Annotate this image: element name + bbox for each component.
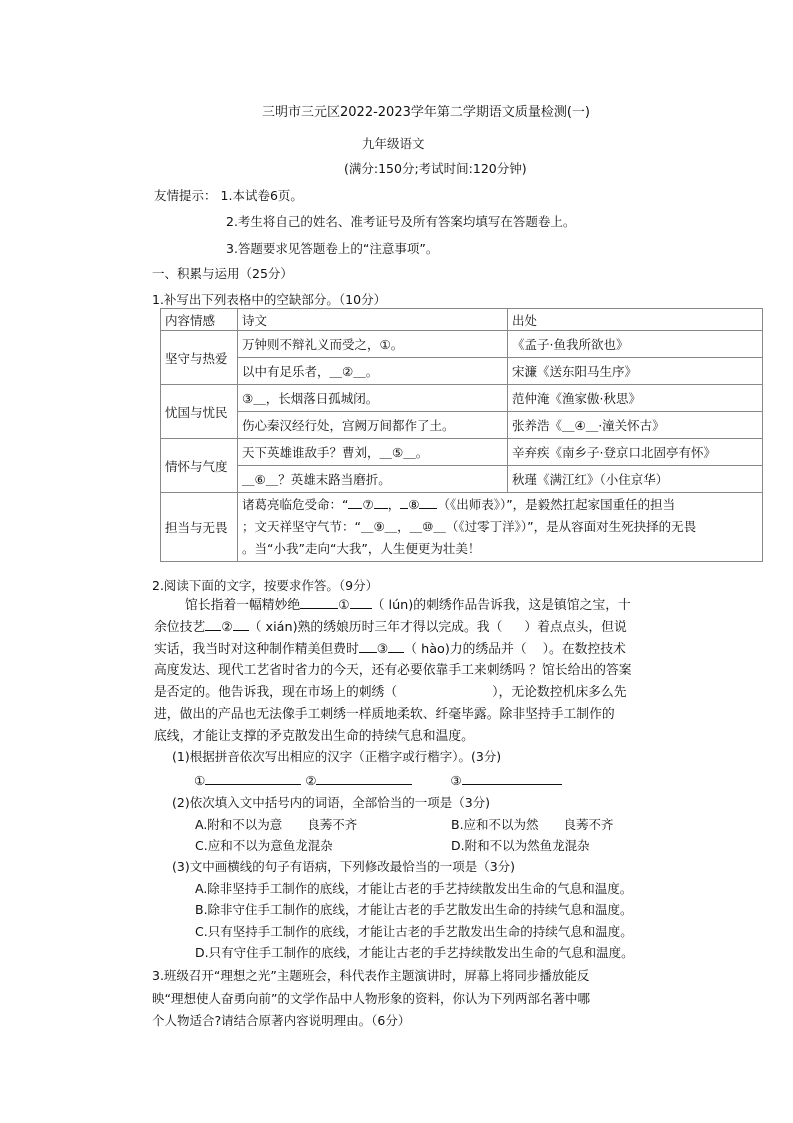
tips-line-1 [154, 186, 303, 204]
sub-question-3-stem: (3)文中画横线的句子有语病，下列修改最恰当的一项是（3分) [172, 859, 516, 874]
table-row [161, 412, 763, 439]
column-header: 内容情感 [161, 309, 238, 331]
passage-line [154, 617, 644, 639]
merged-line [242, 494, 758, 516]
tips-item: 1.本试卷6页。 [220, 188, 303, 203]
table-row [161, 439, 763, 466]
question-2-stem: 2.阅读下面的文字，按要求作答。（9分） [152, 578, 379, 593]
section-title: 一、积累与运用（25分） [152, 266, 293, 281]
blank-number: ③ [376, 641, 389, 657]
poem-table [160, 308, 763, 562]
text-span: ）着点点头，但说 [524, 619, 627, 635]
table-row [161, 466, 763, 493]
source-cell: 辛弃疾《南乡子·登京口北固亭有怀》 [508, 439, 763, 466]
category-cell: 坚守与热爱 [161, 331, 238, 385]
option-c: C.只有坚持手工制作的底线，才能让古老的手艺散发出生命的持续气息和温度。 [195, 924, 633, 939]
exam-title: 三明市三元区2022-2023学年第二学期语文质量检测(一) [262, 105, 591, 120]
option-d: D.附和不以为然鱼龙混杂 [451, 838, 590, 853]
column-header: 出处 [508, 309, 763, 331]
option-b: B.除非守住手工制作的底线，才能让古老的手艺散发出生命的持续气息和温度。 [195, 902, 633, 917]
answer-blanks [194, 771, 562, 788]
answer-line [205, 771, 301, 785]
source-cell: 张养浩《＿④＿·潼关怀古》 [508, 412, 763, 439]
passage-line [154, 639, 644, 661]
blank-number: ③ [450, 773, 462, 788]
table-row [161, 385, 763, 412]
sub-question-2-stem: (2)依次填入文中括号内的词语，全部恰当的一项是（3分) [172, 795, 491, 810]
text-span: ），无论数控机床多么先 [492, 685, 627, 701]
column-header: 诗文 [238, 309, 508, 331]
category-cell: 情怀与气度 [161, 439, 238, 493]
poem-cell: 万钟则不辩礼义而受之，①。 [238, 331, 508, 358]
tips-item: 2.考生将自己的姓名、准考证号及所有答案均填写在答题卷上。 [226, 214, 576, 229]
merged-line: 。当“小我”走向“大我”，人生便更为壮美！ [242, 541, 481, 556]
source-cell: 《孟子·鱼我所欲也》 [508, 331, 763, 358]
table-header-row [161, 309, 763, 331]
category-cell: 忧国与忧民 [161, 385, 238, 439]
option-a: A.除非坚持手工制作的底线，才能让古老的手艺持续散发出生命的气息和温度。 [195, 881, 633, 896]
text-span: 馆长指着一幅精妙绝 [185, 598, 301, 613]
text-span: ）。在数控技术 [542, 641, 626, 657]
option-b: B.应和不以为然 良莠不齐 [451, 817, 614, 832]
passage-line: 进，做出的产品也无法像手工刺绣一样质地柔软、纤毫毕露。除非坚持手工制作的 [154, 706, 615, 722]
table-row [161, 331, 763, 358]
passage-line [154, 595, 644, 617]
poem-cell: 伤心秦汉经行处，宫阙万间都作了土。 [238, 412, 508, 439]
sub-question-1-stem: (1)根据拼音依次写出相应的汉字（正楷字或行楷字）。(3分) [172, 749, 502, 764]
reading-passage [154, 595, 644, 748]
text-span: （ lún)的刺绣作品告诉我，这是镇馆之宝，十 [371, 598, 631, 613]
tips-lead: 友情提示： [154, 188, 217, 203]
merged-poem-cell [238, 493, 763, 562]
text-span: 余位技艺 [154, 619, 206, 635]
source-cell: 范仲淹《渔家傲·秋思》 [508, 385, 763, 412]
text-span: 诸葛亮临危受命：“ [242, 497, 349, 512]
blank-number: ② [221, 619, 233, 635]
poem-cell: ③＿，长烟落日孤城闭。 [238, 385, 508, 412]
question-3-line: 个人物适合?请结合原著内容说明理由。（6分） [152, 1013, 411, 1028]
question-3-line: 映“理想使人奋勇向前”的文学作品中人物形象的资料，你认为下列两部名著中哪 [152, 991, 590, 1006]
exam-subtitle: 九年级语文 [362, 136, 425, 151]
poem-cell: ＿⑥＿？英雄末路当磨折。 [238, 466, 508, 493]
blank-number: ② [305, 773, 317, 788]
blank-number: ① [338, 598, 350, 613]
text-span: （ hào)力的绣品并（ [404, 641, 527, 657]
text-span: 实话，我当时对这种制作精美但费时 [154, 641, 359, 657]
passage-line: 底线，才能让支撑的矛克散发出生命的持续气息和温度。 [154, 728, 474, 744]
option-c: C.应和不以为意鱼龙混杂 [195, 838, 333, 853]
answer-line [462, 771, 562, 785]
text-span: （ xián)熟的绣娘历时三年才得以完成。我（ [248, 619, 503, 635]
poem-cell: 天下英雄谁敌手？曹刘，＿⑤＿。 [238, 439, 508, 466]
text-span: 是否定的。他告诉我，现在市场上的刺绣（ [154, 685, 398, 701]
source-cell: 秋瑾《满江红》（小住京华） [508, 466, 763, 493]
table-row [161, 358, 763, 385]
blank-number: ⑦ [362, 497, 374, 512]
poem-cell: 以中有足乐者，＿②＿。 [238, 358, 508, 385]
blank-number: ⑧ [408, 497, 420, 512]
score-time: (满分:150分;考试时间:120分钟) [344, 161, 527, 176]
option-d: D.只有守住手工制作的底线，才能让古老的手艺持续散发出生命的气息和温度。 [195, 945, 634, 960]
source-cell: 宋濂《送东阳马生序》 [508, 358, 763, 385]
passage-line [154, 682, 644, 704]
merged-line: ；文天祥坚守气节：“＿⑨＿，＿⑩＿（《过零丁洋》）”，是从容面对生死抉择的无畏 [242, 519, 697, 534]
answer-line [316, 771, 412, 785]
text-span: （《出师表》）”，是毅然扛起家国重任的担当 [437, 497, 676, 512]
passage-line: 高度发达、现代工艺省时省力的今天，还有必要依靠手工来刺绣吗 ？馆长给出的答案 [154, 663, 632, 679]
text-span: ， [387, 497, 401, 512]
question-1-stem: 1.补写出下列表格中的空缺部分。（10分） [152, 292, 387, 307]
table-row [161, 493, 763, 562]
tips-item: 3.答题要求见答题卷上的“注意事项”。 [226, 241, 439, 256]
option-a: A.附和不以为意 良莠不齐 [195, 817, 358, 832]
category-cell: 担当与无畏 [161, 493, 238, 562]
blank-number: ① [194, 773, 206, 788]
question-3-line: 3.班级召开“理想之光”主题班会，科代表作主题演讲时，屏幕上将同步播放能反 [152, 968, 590, 983]
